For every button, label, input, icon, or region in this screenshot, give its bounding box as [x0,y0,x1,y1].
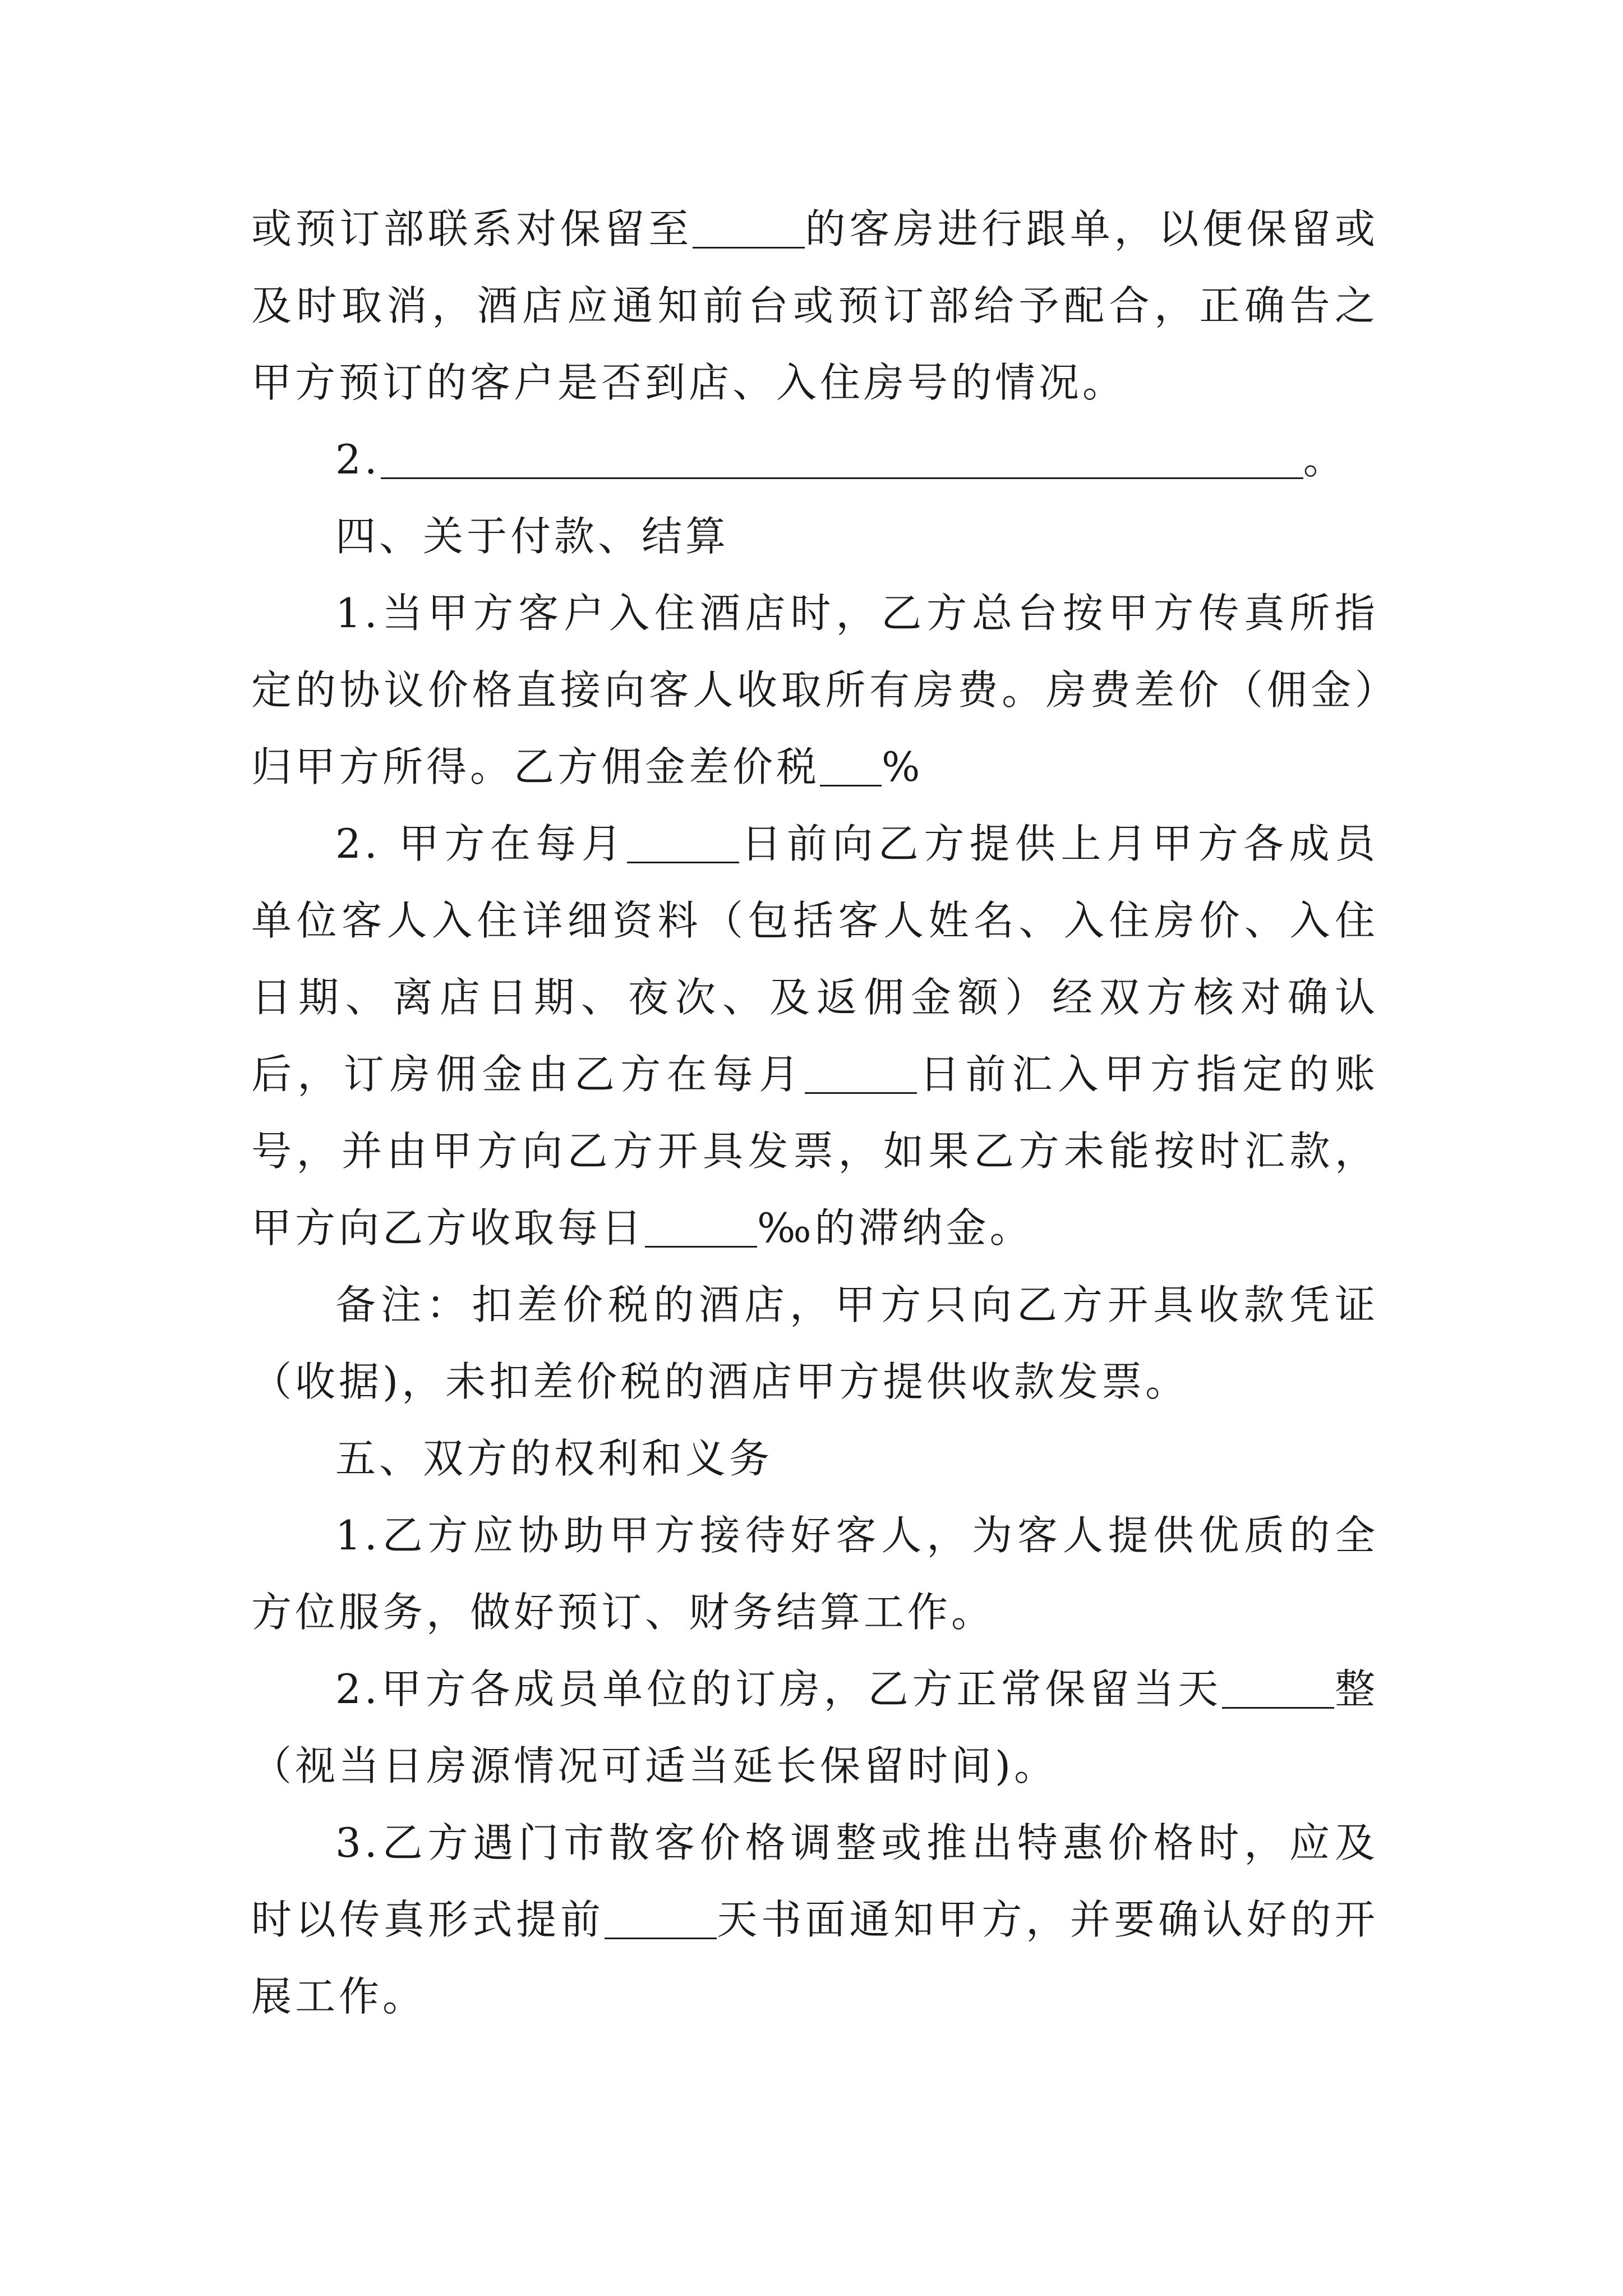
paragraph-text: % [882,743,924,790]
fill-in-blank [381,477,1303,479]
paragraph-text: 2.甲方各成员单位的订房，乙方正常保留当天 [335,1665,1223,1713]
fill-in-blank [820,785,882,786]
paragraph-text: 日前向乙方提供上月甲方各成员单位客人入住详细资料（包括客人姓名、入住房价、入住日期、离店日期、夜次、及返佣金额）经双方核对确认后，订房佣金由乙方在每月 [251,820,1378,1098]
paragraph-text: 日前汇入甲方指定的账号，并由甲方向乙方开具发票，如果乙方未能按时汇款，甲方向乙方收取每日 [251,1051,1378,1251]
fill-in-blank [605,1938,717,1939]
paragraph-text: 。 [1303,436,1347,483]
paragraph-text: 或预订部联系对保留至 [251,205,693,252]
paragraph-p-item-2 [251,421,1378,498]
paragraph-text: 整（视当日房源情况可适当延长保留时间)。 [251,1665,1378,1789]
paragraph-text: 3.乙方遇门市散客价格调整或推出特惠价格时，应及时以传真形式提前 [251,1819,1378,1943]
paragraph-text: 2. 甲方在每月 [335,820,628,867]
paragraph-text: ‰的滞纳金。 [757,1204,1034,1251]
fill-in-blank [645,1246,757,1248]
paragraph-p-5-3 [251,1805,1378,2035]
paragraph-p-5-2 [251,1651,1378,1805]
paragraph-p-note [251,1267,1378,1420]
fill-in-blank [627,862,739,863]
paragraph-text: 备注：扣差价税的酒店，甲方只向乙方开具收款凭证（收据)，未扣差价税的酒店甲方提供收款发票。 [251,1281,1378,1405]
paragraph-p-section-5 [251,1420,1378,1497]
paragraph-p-4-1 [251,575,1378,806]
fill-in-blank [805,1092,917,1094]
paragraph-text: 四、关于付款、结算 [335,513,730,560]
paragraph-p-4-2 [251,806,1378,1267]
paragraph-p-5-1 [251,1497,1378,1651]
paragraph-text: 五、双方的权利和义务 [335,1435,773,1482]
fill-in-blank [693,247,805,249]
document-page [251,191,1378,2035]
paragraph-text: 1.乙方应协助甲方接待好客人，为客人提供优质的全方位服务，做好预订、财务结算工作。 [251,1512,1378,1636]
fill-in-blank [1222,1707,1334,1709]
paragraph-p-continuation [251,191,1378,421]
paragraph-text: 的客房进行跟单，以便保留或及时取消，酒店应通知前台或预订部给予配合，正确告之甲方预订的客户是否到店、入住房号的情况。 [251,205,1378,406]
paragraph-p-section-4 [251,498,1378,575]
paragraph-text: 2. [335,436,381,483]
paragraph-text: 1.当甲方客户入住酒店时，乙方总台按甲方传真所指定的协议价格直接向客人收取所有房费。房费差价（佣金）归甲方所得。乙方佣金差价税 [251,590,1378,790]
paragraph-text: 天书面通知甲方，并要确认好的开展工作。 [251,1896,1378,2020]
